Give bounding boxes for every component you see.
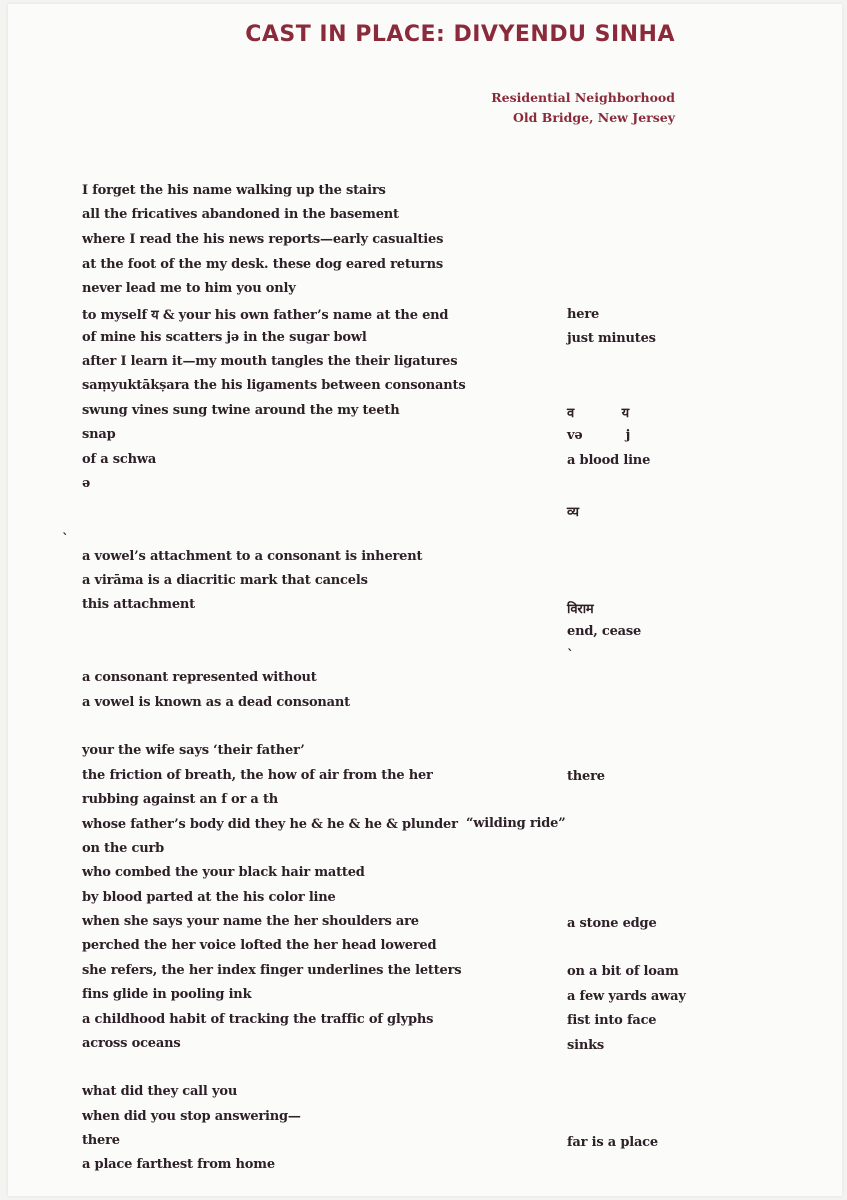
margin-line: sinks <box>567 1038 605 1053</box>
poem-line: what did they call you <box>82 1084 238 1099</box>
poem-line: swung vines sung twine around the my teeth <box>82 403 400 418</box>
poem-line: she refers, the her index finger underlines the letters <box>82 963 462 978</box>
poem-line: at the foot of the my desk. these dog eared returns <box>82 257 443 272</box>
poem-line: perched the her voice lofted the her head lowered <box>82 938 437 953</box>
poem-line: the friction of breath, the how of air from the her <box>82 768 433 783</box>
poem-line: your the wife says ‘their father’ <box>82 743 305 758</box>
poem-line: by blood parted at the his color line <box>82 890 336 905</box>
poem-line: when she says your name the her shoulders are <box>82 914 419 929</box>
location-line: Old Bridge, New Jersey <box>513 110 675 125</box>
poem-line: saṃyuktākṣara the his ligaments between consonants <box>82 378 466 393</box>
poem-line: a vowel’s attachment to a consonant is inherent <box>82 549 423 564</box>
poem-line: a vowel is known as a dead consonant <box>82 695 350 710</box>
poem-line: snap <box>82 427 116 442</box>
margin-line: fist into face <box>567 1013 657 1028</box>
poem-line: never lead me to him you only <box>82 281 296 296</box>
poem-line: of a schwa <box>82 452 157 467</box>
poem-line: there <box>82 1133 120 1148</box>
margin-line: on a bit of loam <box>567 964 679 979</box>
location-line: Residential Neighborhood <box>491 90 675 105</box>
margin-line: a few yards away <box>567 989 686 1004</box>
margin-line: ` <box>567 648 574 663</box>
margin-line: a stone edge <box>567 916 657 931</box>
poem-line: who combed the your black hair matted <box>82 865 365 880</box>
poem-line: after I learn it—my mouth tangles the their ligatures <box>82 354 458 369</box>
middle-note: “wilding ride” <box>466 816 566 831</box>
poem-line: ə <box>82 476 91 491</box>
margin-line: və j <box>567 428 631 443</box>
poem-line: a childhood habit of tracking the traffic of glyphs <box>82 1012 434 1027</box>
margin-line: व्य <box>567 505 579 520</box>
poem-line: ` <box>62 532 69 547</box>
poem-line: fins glide in pooling ink <box>82 987 252 1002</box>
poem-line: where I read the his news reports—early casualties <box>82 232 444 247</box>
margin-line: there <box>567 769 605 784</box>
location-block <box>491 88 675 128</box>
margin-line: विराम <box>567 602 594 617</box>
poem-line: a virāma is a diacritic mark that cancels <box>82 573 368 588</box>
poem-line: a place farthest from home <box>82 1157 275 1172</box>
margin-line: a blood line <box>567 453 651 468</box>
poem-line: to myself य & your his own father’s name at the end <box>82 308 449 323</box>
poem-line: across oceans <box>82 1036 181 1051</box>
margin-line: far is a place <box>567 1135 658 1150</box>
page-title: CAST IN PLACE: DIVYENDU SINHA <box>245 22 675 47</box>
margin-line: here <box>567 307 600 322</box>
poem-line: a consonant represented without <box>82 670 317 685</box>
margin-line: just minutes <box>567 331 656 346</box>
poem-line: of mine his scatters jə in the sugar bowl <box>82 330 367 345</box>
margin-line: व य <box>567 406 629 421</box>
poem-line: all the fricatives abandoned in the basement <box>82 207 399 222</box>
margin-line: end, cease <box>567 624 642 639</box>
poem-line: rubbing against an f or a th <box>82 792 279 807</box>
poem-line: on the curb <box>82 841 165 856</box>
poem-line: I forget the his name walking up the stairs <box>82 183 386 198</box>
poem-line: whose father’s body did they he & he & he & plunder <box>82 817 458 832</box>
poem-line: this attachment <box>82 597 195 612</box>
poem-line: when did you stop answering— <box>82 1109 301 1124</box>
